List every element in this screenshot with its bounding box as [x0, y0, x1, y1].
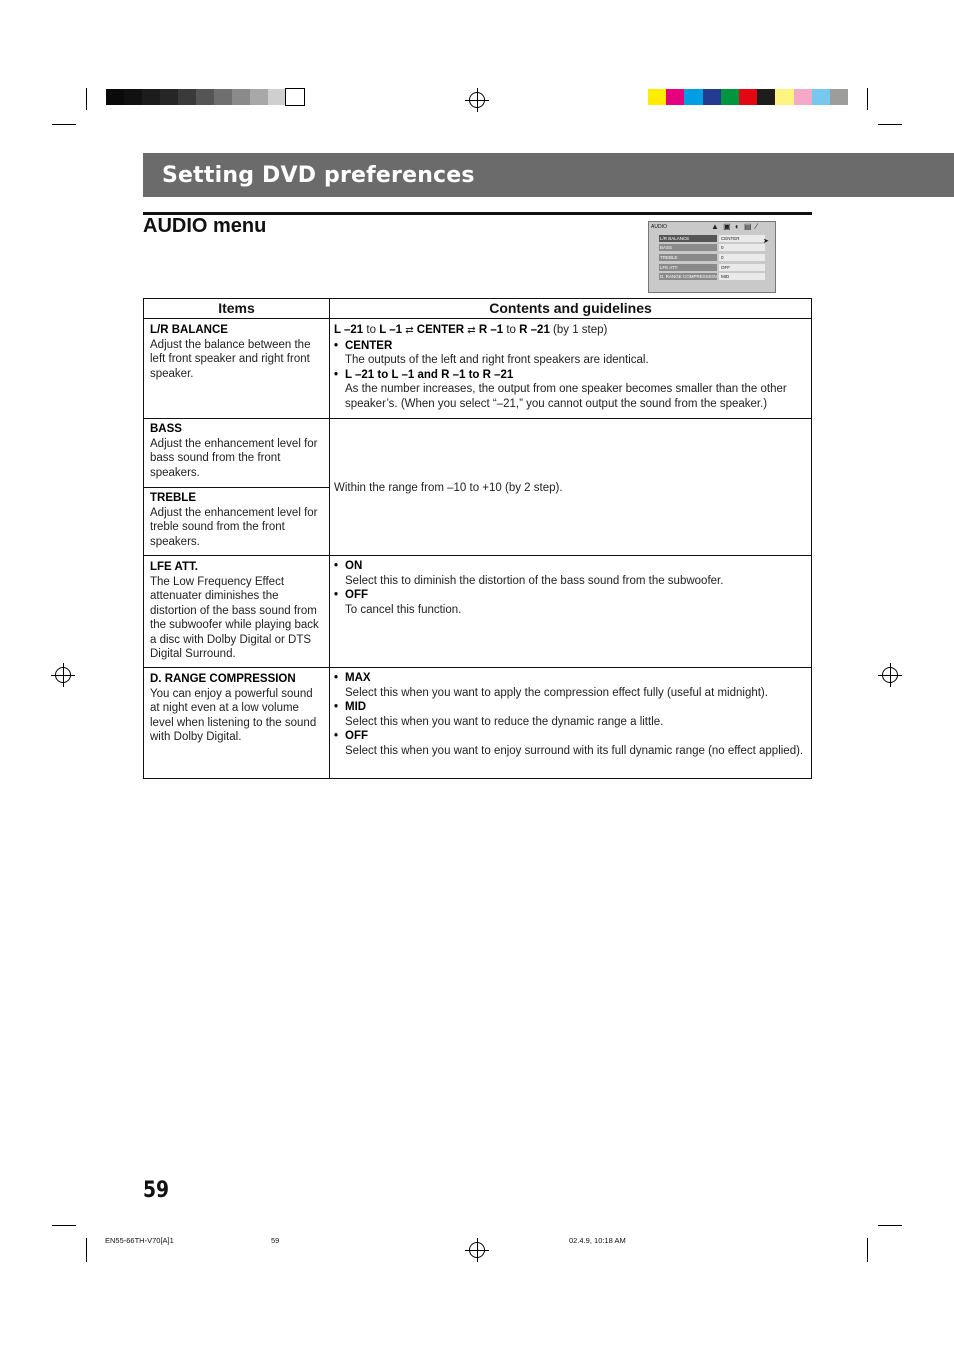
range-value: R –1 [478, 324, 504, 336]
contents-lfe-att [334, 559, 806, 617]
registration-mark-icon [55, 667, 71, 683]
option-label: • MAX [334, 671, 806, 686]
color-swatch [830, 89, 848, 105]
page-title: AUDIO menu [143, 215, 267, 237]
color-swatch [160, 89, 178, 105]
cycle-arrows-icon: ⇄ [467, 325, 476, 336]
osd-tab-icons: ▲ ▣ ◐ ▤ ∕ [711, 222, 759, 231]
cycle-arrows-icon: ⇄ [405, 325, 414, 336]
item-description: Adjust the enhancement level for bass sound from the front speakers. [150, 437, 318, 479]
osd-row [659, 264, 767, 271]
color-swatch [757, 89, 775, 105]
color-swatch [812, 89, 830, 105]
color-swatch [286, 89, 304, 105]
crop-mark [86, 1238, 87, 1262]
registration-mark-icon [882, 667, 898, 683]
crop-mark [878, 1225, 902, 1226]
item-description: The Low Frequency Effect attenuater diminishes the distortion of the bass sound from the subwoofer while playing back a disc with Dolby Digital or DTS Digital Surround. [150, 575, 319, 660]
osd-row-name: L/R BALANCE [659, 235, 717, 242]
color-swatch [666, 89, 684, 105]
item-lr-balance [150, 323, 322, 381]
option-label: • OFF [334, 729, 806, 744]
range-to: to [503, 324, 520, 336]
option-description: As the number increases, the output from one speaker becomes smaller than the other speaker’s. (When you select “–21,” you cannot output the sound from the speaker.) [345, 383, 787, 410]
footer-timestamp: 02.4.9, 10:18 AM [569, 1236, 626, 1245]
option-description: To cancel this function. [345, 603, 462, 616]
crop-mark [867, 1238, 868, 1262]
color-swatch [142, 89, 160, 105]
osd-row-value: 0 [719, 244, 765, 251]
color-swatch [721, 89, 739, 105]
color-swatch [268, 89, 286, 105]
audio-menu-screen-illustration [648, 221, 776, 293]
color-swatch [106, 89, 124, 105]
item-title: BASS [150, 423, 182, 435]
crop-mark [867, 88, 868, 110]
osd-menu-label: AUDIO [651, 224, 667, 230]
color-swatch [794, 89, 812, 105]
color-swatch [196, 89, 214, 105]
osd-row-value: OFF [719, 264, 765, 271]
range-value: L –21 [334, 324, 364, 336]
contents-d-range-compression [334, 671, 806, 758]
osd-row-value: MID [719, 273, 765, 280]
item-title: LFE ATT. [150, 561, 198, 573]
osd-row-name: D. RANGE COMPRESSION [660, 274, 717, 279]
osd-row-name: TREBLE [659, 254, 717, 261]
range-to: to [363, 324, 380, 336]
contents-lr-balance [334, 323, 806, 411]
color-swatch [232, 89, 250, 105]
option-label: • L –21 to L –1 and R –1 to R –21 [334, 368, 806, 383]
osd-row [659, 254, 767, 261]
option-label: • CENTER [334, 339, 806, 354]
color-swatch [703, 89, 721, 105]
item-title: D. RANGE COMPRESSION [150, 673, 296, 685]
osd-row-name: BASS [659, 244, 717, 251]
item-title: TREBLE [150, 492, 196, 504]
osd-row-value: CENTER [719, 235, 765, 242]
contents-bass-treble: Within the range from –10 to +10 (by 2 step). [334, 482, 563, 494]
option-description: Select this when you want to apply the compression effect fully (useful at midnight). [345, 686, 768, 699]
registration-mark-icon [469, 1242, 485, 1258]
color-swatch [739, 89, 757, 105]
osd-row [659, 244, 767, 251]
footer-file-id: EN55-66TH-V70[A]1 [105, 1236, 174, 1245]
osd-row-value: 0 [719, 254, 765, 261]
option-description: Select this to diminish the distortion of the bass sound from the subwoofer. [345, 574, 724, 587]
column-header-items: Items [218, 300, 255, 316]
osd-row [659, 273, 767, 280]
column-divider [329, 299, 330, 778]
crop-mark [52, 124, 76, 125]
row-divider [144, 555, 811, 556]
option-description: The outputs of the left and right front speakers are identical. [345, 354, 649, 366]
item-d-range-compression [150, 672, 322, 745]
item-lfe-att [150, 560, 322, 662]
color-swatch [648, 89, 666, 105]
crop-mark [52, 1225, 76, 1226]
page-number: 59 [143, 1178, 170, 1203]
range-value: CENTER [416, 324, 465, 336]
option-label: • ON [334, 559, 806, 574]
crop-mark [86, 88, 87, 110]
item-description: Adjust the balance between the left front speaker and right front speaker. [150, 338, 311, 380]
item-description: You can enjoy a powerful sound at night even at a low volume level when listening to the sound with Dolby Digital. [150, 687, 317, 743]
row-divider [144, 487, 329, 488]
row-divider [144, 667, 811, 668]
crop-mark [878, 124, 902, 125]
section-title: Setting DVD preferences [162, 163, 475, 188]
color-swatch [684, 89, 702, 105]
range-step: (by 1 step) [549, 324, 608, 336]
range-line [334, 323, 806, 339]
registration-mark-icon [469, 92, 485, 108]
option-label: • OFF [334, 588, 806, 603]
option-description: Select this when you want to reduce the dynamic range a little. [345, 715, 664, 728]
range-value: R –21 [519, 324, 550, 336]
row-divider [144, 418, 811, 419]
audio-settings-table [143, 298, 812, 779]
color-swatch [124, 89, 142, 105]
row-divider [144, 318, 811, 319]
color-swatch [214, 89, 232, 105]
osd-header [649, 222, 775, 234]
color-swatch [250, 89, 268, 105]
osd-row [659, 235, 767, 242]
footer-page: 59 [271, 1236, 280, 1245]
color-swatch [775, 89, 793, 105]
range-value: L –1 [379, 324, 402, 336]
option-description: Select this when you want to enjoy surround with its full dynamic range (no effect applied). [345, 744, 804, 757]
item-title: L/R BALANCE [150, 324, 228, 336]
item-bass [150, 422, 322, 480]
option-label: • MID [334, 700, 806, 715]
osd-row-name: LFE ATT. [659, 264, 717, 271]
pointer-cursor-icon: ➤ [763, 238, 769, 245]
color-swatch [178, 89, 196, 105]
item-description: Adjust the enhancement level for treble sound from the front speakers. [150, 506, 318, 548]
item-treble [150, 491, 322, 549]
column-header-contents: Contents and guidelines [489, 300, 652, 316]
